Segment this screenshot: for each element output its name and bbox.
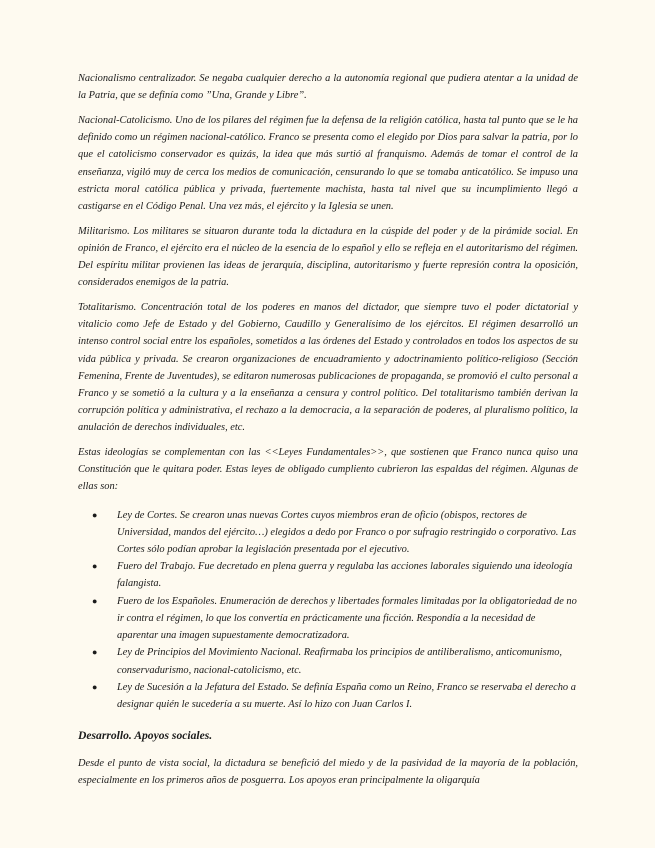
bullet-icon: ● bbox=[92, 595, 98, 606]
list-item-text: Ley de Sucesión a la Jefatura del Estado. Se definía España como un Reino, Franco se reservaba el derecho a designar quién le sucedería a su muerte. Así lo hizo con Juan Carlos I. bbox=[117, 681, 576, 710]
list-item-fuero-de-los-espanoles bbox=[78, 593, 578, 645]
list-item-text: Ley de Principios del Movimiento Nacional. Reafirmaba los principios de antiliberalismo, anticomunismo, conservadurismo, nacional-catolicismo, etc. bbox=[117, 647, 563, 676]
bullet-icon: ● bbox=[92, 681, 98, 692]
paragraph-militarismo: Militarismo. Los militares se situaron durante toda la dictadura en la cúspide del poder y de la pirámide social. En opinión de Franco, el ejército era el núcleo de la esencia de lo español y ello se refleja en el autoritarismo del régimen. Del espíritu militar provienen las ideas de jerarquía, disciplina, autoritarismo y fuerte represión contra la oposición, considerados enemigos de la patria. bbox=[78, 225, 578, 289]
paragraph-nacional-catolicismo: Nacional-Catolicismo. Uno de los pilares del régimen fue la defensa de la religión católica, hasta tal punto que se le ha definido como un régimen nacional-católico. Franco se presenta como el elegido por Dios para salvar la patria, por lo que el catolicismo conservador es quizás, la idea que más surtió al franquismo. Además de tomar el control de la enseñanza, vigiló muy de cerca los medios de comunicación, censurando lo que se tomaba anticatólico. Se impuso una estricta moral católica pública y privada, fuertemente machista, hasta tal nivel que su incumplimiento llegó a castigarse en el Código Penal. Una vez más, el ejército y la Iglesia se unen. bbox=[78, 114, 578, 212]
list-item-ley-de-cortes bbox=[78, 507, 578, 559]
paragraph-apoyos-sociales: Desde el punto de vista social, la dictadura se benefició del miedo y de la pasividad de la mayoría de la población, especialmente en los primeros años de posguerra. Los apoyos eran principalmente la oligarquía bbox=[78, 758, 578, 787]
paragraph-leyes-fundamentales: Estas ideologías se complementan con las <<Leyes Fundamentales>>, que sostienen que Franco nunca quiso una Constitución que le quitara poder. Estas leyes de obligado cumpliento cubrieron las espaldas del régimen. Algunas de ellas son: bbox=[78, 447, 578, 493]
bullet-icon: ● bbox=[92, 561, 98, 572]
bullet-icon: ● bbox=[92, 647, 98, 658]
list-item-ley-de-principios bbox=[78, 644, 578, 678]
section-heading: Desarrollo. Apoyos sociales. bbox=[78, 729, 213, 743]
laws-list bbox=[78, 507, 578, 713]
list-item-fuero-del-trabajo bbox=[78, 558, 578, 592]
paragraph-totalitarismo: Totalitarismo. Concentración total de los poderes en manos del dictador, que siempre tuvo el poder dictatorial y vitalicio como Jefe de Estado y del Gobierno, Caudillo y Generalísimo de los ejércitos. El régimen desarrolló un intenso control social entre los españoles, sometidos a las órdenes del Estado y controlados en todos los aspectos de su vida pública y privada. Se crearon organizaciones de encuadramiento y adoctrinamiento político-religioso (Sección Femenina, Frente de Juventudes), se editaron numerosas publicaciones de propaganda, se promovió el culto personal a Franco y se sometió a la cultura y a la enseñanza a censura y control político. Del totalitarismo también derivan la corrupción política y administrativa, el rechazo a la democracia, a la separación de poderes, al pluralismo político, la anulación de derechos individuales, etc. bbox=[78, 301, 578, 434]
document-page bbox=[78, 70, 578, 797]
bullet-icon: ● bbox=[92, 509, 98, 520]
list-item-ley-de-sucesion bbox=[78, 679, 578, 713]
paragraph-nacionalismo: Nacionalismo centralizador. Se negaba cualquier derecho a la autonomía regional que pudiera atentar a la unidad de la Patria, que se definía como ”Una, Grande y Libre”. bbox=[78, 73, 578, 102]
list-item-text: Fuero de los Españoles. Enumeración de derechos y libertades formales limitadas por la obligatoriedad de no ir contra el régimen, lo que los convertía en prácticamente una ficción. Respondía a la necesidad de aparentar una imagen supuestamente democratizadora. bbox=[117, 595, 577, 642]
list-item-text: Ley de Cortes. Se crearon unas nuevas Cortes cuyos miembros eran de oficio (obispos, rectores de Universidad, mandos del ejército…) elegidos a dedo por Franco o por sufragio restringido o corporativo. Las Cortes sólo podían aprobar la legislación presentada por el ejecutivo. bbox=[117, 509, 576, 556]
list-item-text: Fuero del Trabajo. Fue decretado en plena guerra y regulaba las acciones laborales siguiendo una ideología falangista. bbox=[117, 561, 573, 590]
